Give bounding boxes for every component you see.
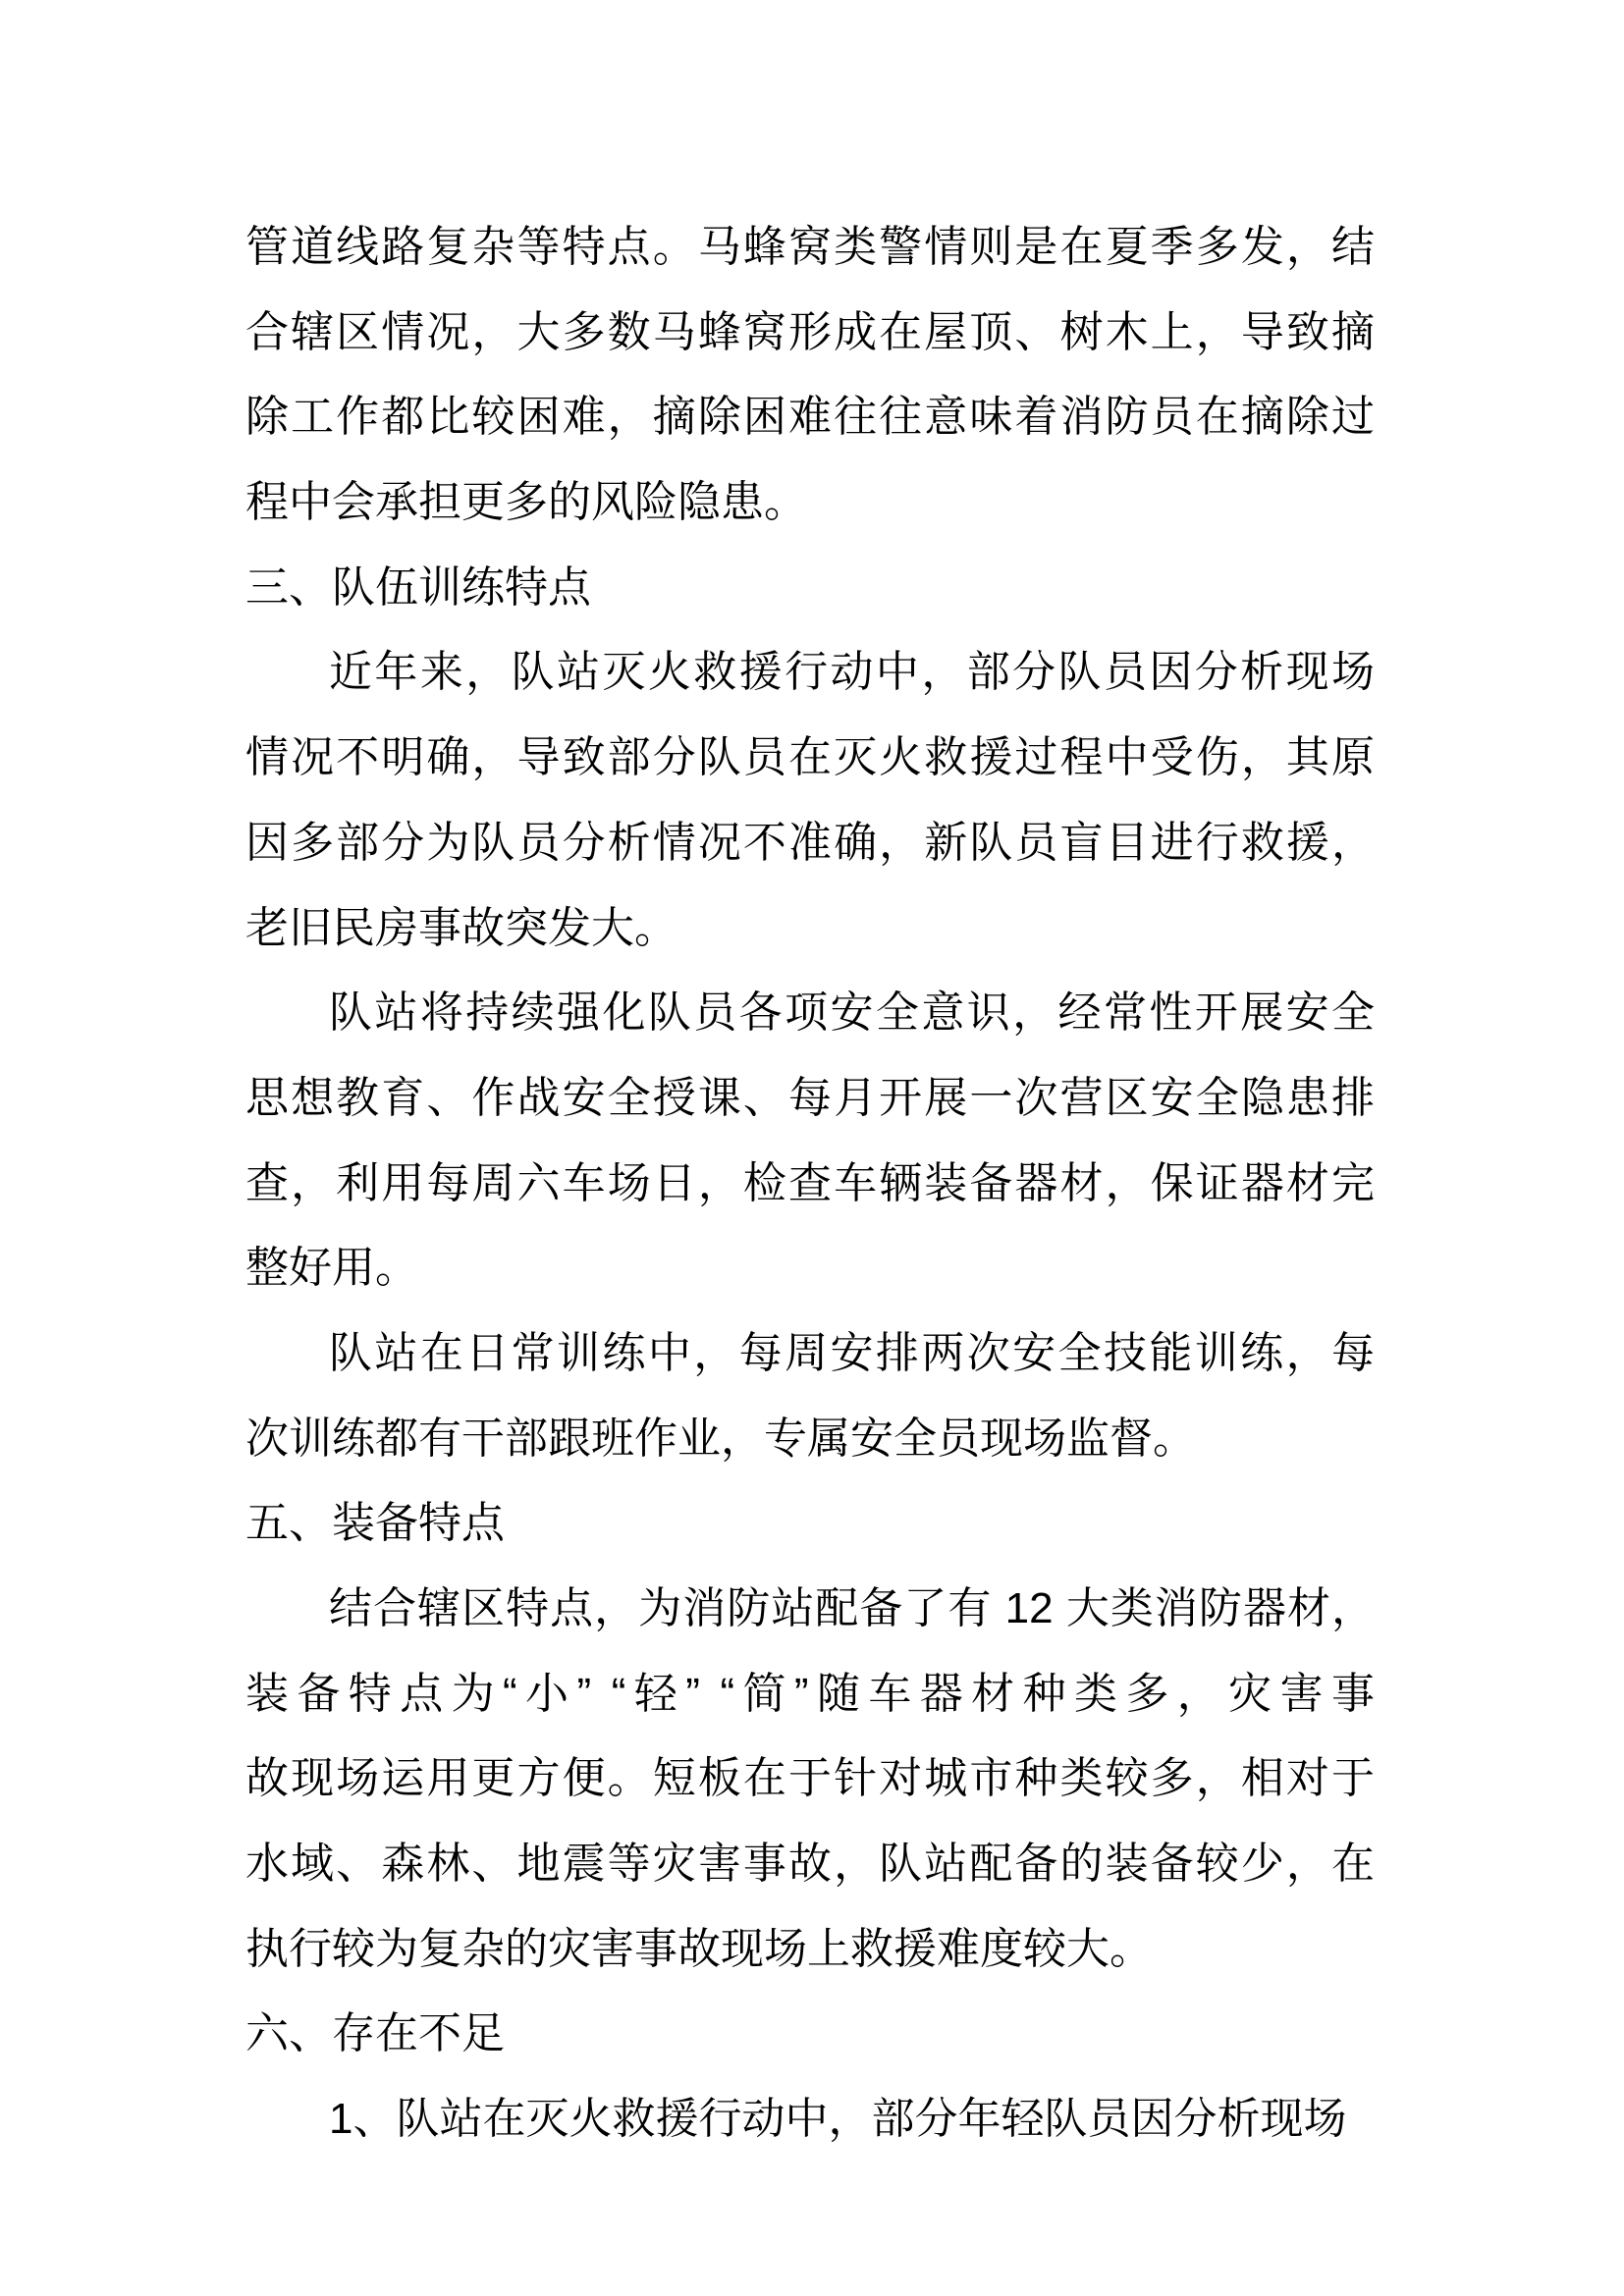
text-line: 因多部分为队员分析情况不准确，新队员盲目进行救援， bbox=[245, 818, 1375, 867]
text-line: 情况不明确，导致部分队员在灭火救援过程中受伤，其原 bbox=[245, 733, 1375, 782]
text-line: 次训练都有干部跟班作业，专属安全员现场监督。 bbox=[245, 1414, 1196, 1463]
text-line: 结合辖区特点，为消防站配备了有 12 大类消防器材， bbox=[329, 1584, 1375, 1632]
text-line: 队站在日常训练中，每周安排两次安全技能训练，每 bbox=[329, 1328, 1375, 1377]
text-line: 管道线路复杂等特点。马蜂窝类警情则是在夏季多发，结 bbox=[245, 223, 1375, 271]
text-line: 装备特点为“小” “轻” “简”随车器材种类多，灾害事 bbox=[245, 1669, 1375, 1718]
section-heading-shortcomings: 六、存在不足 bbox=[245, 2009, 505, 2058]
text-line: 水域、森林、地震等灾害事故，队站配备的装备较少，在 bbox=[245, 1840, 1375, 1889]
text-line: 思想教育、作战安全授课、每月开展一次营区安全隐患排 bbox=[245, 1073, 1375, 1122]
text-line: 故现场运用更方便。短板在于针对城市种类较多，相对于 bbox=[245, 1754, 1375, 1803]
text-line: 合辖区情况，大多数马蜂窝形成在屋顶、树木上，导致摘 bbox=[245, 307, 1375, 356]
text-line: 除工作都比较困难，摘除困难往往意味着消防员在摘除过 bbox=[245, 393, 1375, 442]
section-heading-equipment: 五、装备特点 bbox=[245, 1499, 505, 1548]
text-line: 队站将持续强化队员各项安全意识，经常性开展安全 bbox=[329, 988, 1375, 1038]
text-line: 近年来，队站灭火救援行动中，部分队员因分析现场 bbox=[329, 648, 1375, 697]
text-line: 老旧民房事故突发大。 bbox=[245, 903, 677, 952]
section-heading-training: 三、队伍训练特点 bbox=[245, 562, 591, 612]
text-line: 执行较为复杂的灾害事故现场上救援难度较大。 bbox=[245, 1924, 1153, 1973]
text-line: 查，利用每周六车场日，检查车辆装备器材，保证器材完 bbox=[245, 1158, 1375, 1207]
text-line: 整好用。 bbox=[245, 1244, 418, 1293]
text-line: 程中会承担更多的风险隐患。 bbox=[245, 478, 807, 527]
text-line: 1、队站在灭火救援行动中，部分年轻队员因分析现场 bbox=[329, 2095, 1347, 2144]
